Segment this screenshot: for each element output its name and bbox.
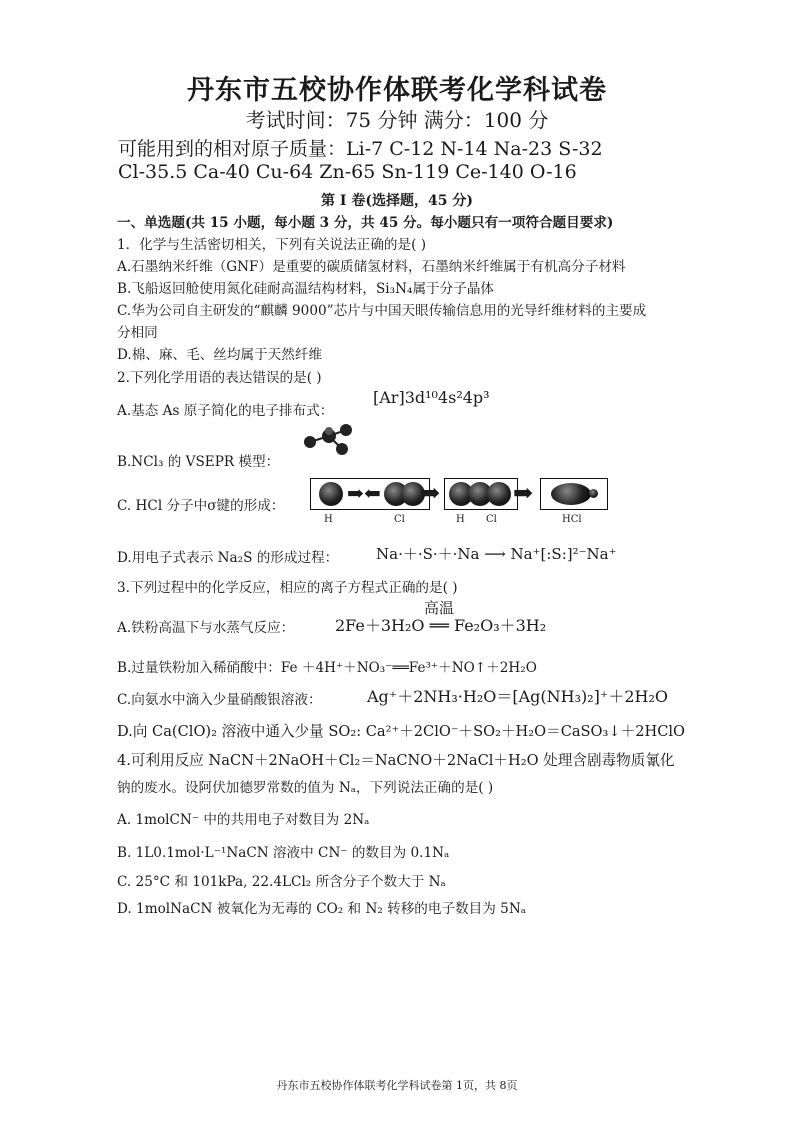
vsepr-model-icon xyxy=(298,422,360,456)
label-h: H xyxy=(324,514,333,525)
q4-stem-line2: 钠的废水。设阿伏加德罗常数的值为 Nₐ，下列说法正确的是( ) xyxy=(117,780,494,796)
exam-time-score: 考试时间：75 分钟 满分：100 分 xyxy=(245,108,549,132)
q1-stem: 1．化学与生活密切相关，下列有关说法正确的是( ) xyxy=(117,237,427,253)
atomic-mass-line-1: 可能用到的相对原子质量：Li-7 C-12 N-14 Na-23 S-32 xyxy=(118,138,603,160)
q4-option-d: D. 1molNaCN 被氧化为无毒的 CO₂ 和 N₂ 转移的电子数目为 5Nₐ xyxy=(117,901,526,917)
q1-option-c-line1: C.华为公司自主研发的“麒麟 9000”芯片与中国天眼传输信息用的光导纤维材料的主要成 xyxy=(117,303,647,319)
q3-option-d: D.向 Ca(ClO)₂ 溶液中通入少量 SO₂: Ca²⁺＋2ClO⁻＋SO₂＋H₂O＝CaSO₃↓＋2HClO xyxy=(117,723,686,740)
label-hcl: HCl xyxy=(562,514,582,525)
sigma-bond-diagram xyxy=(310,478,608,528)
label-h: H xyxy=(456,514,465,525)
q2-stem: 2.下列化学用语的表达错误的是( ) xyxy=(117,370,322,386)
q1-option-a: A.石墨纳米纤维（GNF）是重要的碳质储氢材料，石墨纳米纤维属于有机高分子材料 xyxy=(117,259,626,275)
hcl-small-lobe xyxy=(589,489,598,498)
q1-option-d: D.棉、麻、毛、丝均属于天然纤维 xyxy=(117,347,323,363)
q4-option-b: B. 1L0.1mol·L⁻¹NaCN 溶液中 CN⁻ 的数目为 0.1Nₐ xyxy=(117,845,450,861)
q4-option-a: A. 1molCN⁻ 中的共用电子对数目为 2Nₐ xyxy=(117,812,370,828)
q4-stem-line1: 4.可利用反应 NaCN＋2NaOH＋Cl₂＝NaCNO＋2NaCl＋H₂O 处理含剧毒物质氰化 xyxy=(117,752,675,769)
overlapping-atoms-box xyxy=(444,478,518,510)
section-instruction: 一、单选题(共 15 小题，每小题 3 分，共 45 分。每小题只有一项符合题目要求) xyxy=(117,215,614,231)
q1-option-b: B.飞船返回舱使用氮化硅耐高温结构材料，Si₃N₄属于分子晶体 xyxy=(117,281,495,297)
q3-option-a-condition: 高温 xyxy=(424,599,455,617)
q2-option-c-text: C. HCl 分子中σ键的形成： xyxy=(117,498,285,514)
q3-option-c-formula: Ag⁺＋2NH₃·H₂O＝[Ag(NH₃)₂]⁺＋2H₂O xyxy=(367,687,669,706)
q2-option-a-formula: [Ar]3d¹⁰4s²4p³ xyxy=(373,388,490,407)
q1-option-c-line2: 分相同 xyxy=(117,325,158,341)
q2-option-a-text: A.基态 As 原子简化的电子排布式： xyxy=(117,403,334,419)
hcl-sigma-orbital xyxy=(551,483,591,505)
label-cl: Cl xyxy=(394,514,405,525)
approach-arrow-icon: ⬅ xyxy=(364,481,381,505)
page-footer: 丹东市五校协作体联考化学科试卷第 1页，共 8页 xyxy=(276,1079,518,1092)
q3-stem: 3.下列过程中的化学反应，相应的离子方程式正确的是( ) xyxy=(117,580,458,596)
q4-option-c: C. 25°C 和 101kPa, 22.4LCl₂ 所含分子个数大于 Nₐ xyxy=(117,874,446,890)
exam-title: 丹东市五校协作体联考化学科试卷 xyxy=(187,75,607,106)
process-arrow-icon: ➡ xyxy=(420,479,441,507)
q2-option-d-formula: Na·＋·S·＋·Na ⟶ Na⁺[:S:]²⁻Na⁺ xyxy=(376,545,617,563)
q2-option-b-text: B.NCl₃ 的 VSEPR 模型： xyxy=(117,454,280,470)
h-and-cl-atoms-box xyxy=(310,478,430,510)
approach-arrow-icon: ➡ xyxy=(347,481,364,505)
atomic-mass-line-2: Cl-35.5 Ca-40 Cu-64 Zn-65 Sn-119 Ce-140 O-16 xyxy=(118,161,577,183)
q3-option-c-text: C.向氨水中滴入少量硝酸银溶液： xyxy=(117,692,322,708)
label-cl: Cl xyxy=(486,514,497,525)
hcl-molecule-box xyxy=(540,478,608,510)
q3-option-a-formula: 2Fe＋3H₂O ══ Fe₂O₃＋3H₂ xyxy=(335,616,547,635)
section-title: 第 I 卷(选择题，45 分) xyxy=(321,193,473,209)
cl-orbital-lobe xyxy=(487,482,511,506)
h-atom-orbital xyxy=(319,482,343,506)
process-arrow-icon: ➡ xyxy=(513,479,534,507)
q3-option-b: B.过量铁粉加入稀硝酸中：Fe ＋4H⁺＋NO₃⁻══Fe³⁺＋NO↑＋2H₂O xyxy=(117,660,537,676)
q3-option-a-text: A.铁粉高温下与水蒸气反应： xyxy=(117,620,295,636)
q2-option-d-text: D.用电子式表示 Na₂S 的形成过程： xyxy=(117,550,339,566)
